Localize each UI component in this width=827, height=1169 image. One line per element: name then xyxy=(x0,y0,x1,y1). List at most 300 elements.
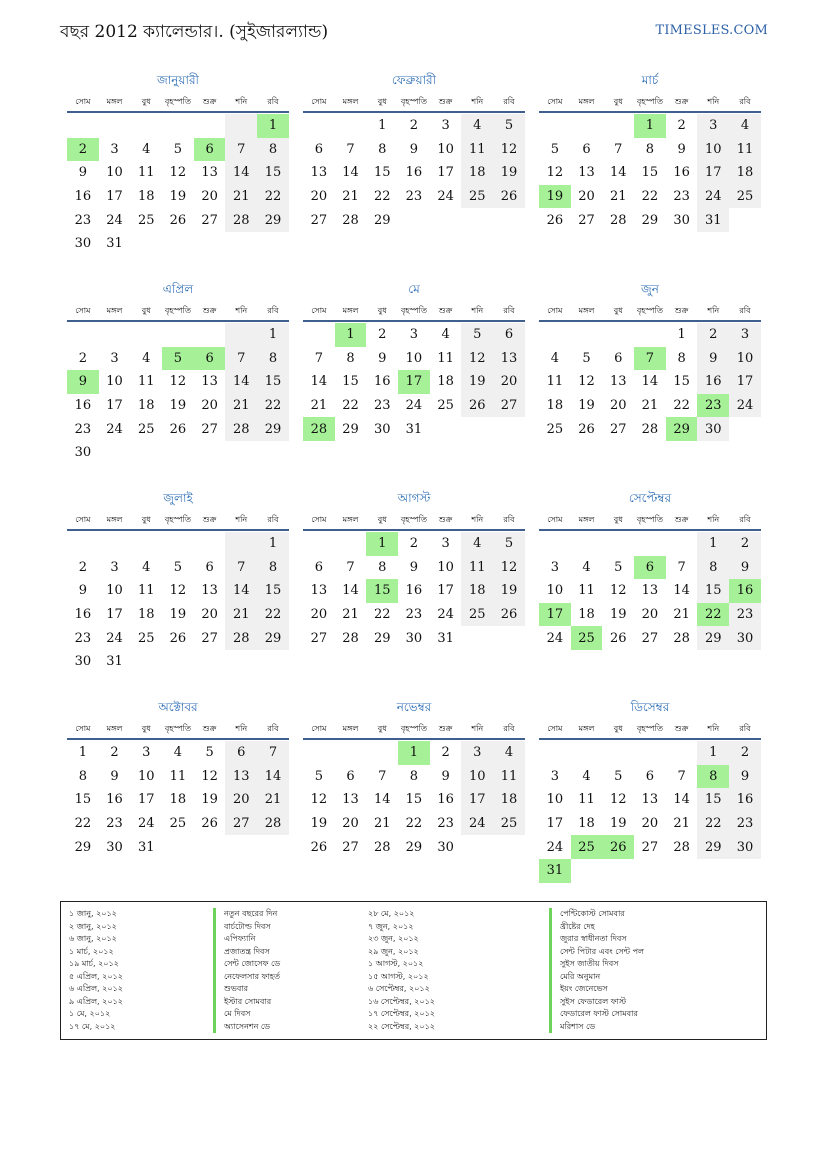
day-cell[interactable]: 31 xyxy=(405,421,423,437)
day-cell[interactable]: 20 xyxy=(201,607,218,623)
day-cell[interactable]: 21 xyxy=(373,816,391,832)
day-cell[interactable]: 6 xyxy=(346,768,355,784)
day-cell[interactable]: 4 xyxy=(142,350,151,366)
day-cell[interactable]: 12 xyxy=(310,792,328,808)
day-cell[interactable]: 18 xyxy=(437,374,454,390)
day-cell[interactable]: 17 xyxy=(697,161,729,185)
day-cell[interactable]: 30 xyxy=(729,835,761,859)
day-cell[interactable]: 4 xyxy=(441,327,450,343)
day-cell[interactable]: 28 xyxy=(225,208,257,232)
day-cell[interactable]: 17 xyxy=(106,607,123,623)
day-cell[interactable]: 12 xyxy=(169,583,187,599)
day-cell[interactable]: 18 xyxy=(461,161,493,185)
day-cell[interactable]: 13 xyxy=(225,765,257,789)
day-cell[interactable]: 7 xyxy=(225,347,257,371)
day-cell[interactable]: 18 xyxy=(461,579,493,603)
day-cell[interactable]: 4 xyxy=(582,768,591,784)
day-cell[interactable]: 8 xyxy=(257,556,289,580)
day-cell[interactable]: 26 xyxy=(169,212,187,228)
day-cell[interactable]: 13 xyxy=(310,165,328,181)
day-cell[interactable]: 19 xyxy=(310,816,328,832)
day-cell[interactable]: 27 xyxy=(310,630,328,646)
day-cell[interactable]: 8 xyxy=(257,347,289,371)
day-cell[interactable]: 9 xyxy=(409,141,419,157)
day-cell[interactable]: 6 xyxy=(314,141,323,157)
day-cell[interactable]: 7 xyxy=(614,141,623,157)
day-cell[interactable]: 21 xyxy=(342,607,359,623)
day-cell[interactable]: 23 xyxy=(729,812,761,836)
day-cell[interactable]: 5 xyxy=(461,323,493,347)
day-cell[interactable]: 19 xyxy=(609,816,627,832)
day-cell[interactable]: 14 xyxy=(225,579,257,603)
day-cell[interactable]: 6 xyxy=(314,559,323,575)
day-cell[interactable]: 4 xyxy=(493,741,525,765)
day-cell[interactable]: 8 xyxy=(409,768,419,784)
day-cell[interactable]: 10 xyxy=(137,768,155,784)
day-cell[interactable]: 13 xyxy=(201,583,218,599)
day-cell[interactable]: 22 xyxy=(373,189,391,205)
day-cell[interactable]: 27 xyxy=(201,421,218,437)
day-cell[interactable]: 3 xyxy=(110,350,119,366)
day-cell[interactable]: 1 xyxy=(677,327,686,343)
holiday-day-cell[interactable]: 7 xyxy=(634,347,666,371)
day-cell[interactable]: 16 xyxy=(437,792,454,808)
day-cell[interactable]: 12 xyxy=(169,374,187,390)
day-cell[interactable]: 13 xyxy=(641,792,659,808)
day-cell[interactable]: 17 xyxy=(729,370,761,394)
day-cell[interactable]: 24 xyxy=(137,816,155,832)
day-cell[interactable]: 13 xyxy=(493,347,525,371)
day-cell[interactable]: 5 xyxy=(550,141,559,157)
day-cell[interactable]: 5 xyxy=(582,350,591,366)
day-cell[interactable]: 2 xyxy=(697,323,729,347)
day-cell[interactable]: 26 xyxy=(493,603,525,627)
holiday-day-cell[interactable]: 9 xyxy=(67,370,99,394)
day-cell[interactable]: 11 xyxy=(461,556,493,580)
day-cell[interactable]: 24 xyxy=(437,607,454,623)
day-cell[interactable]: 8 xyxy=(677,350,686,366)
day-cell[interactable]: 20 xyxy=(310,189,328,205)
day-cell[interactable]: 29 xyxy=(342,421,359,437)
day-cell[interactable]: 22 xyxy=(257,603,289,627)
day-cell[interactable]: 24 xyxy=(106,212,123,228)
day-cell[interactable]: 2 xyxy=(729,532,761,556)
day-cell[interactable]: 11 xyxy=(169,768,187,784)
day-cell[interactable]: 4 xyxy=(142,559,151,575)
day-cell[interactable]: 10 xyxy=(546,583,564,599)
day-cell[interactable]: 26 xyxy=(310,839,328,855)
holiday-day-cell[interactable]: 1 xyxy=(398,741,430,765)
day-cell[interactable]: 2 xyxy=(441,745,450,761)
day-cell[interactable]: 24 xyxy=(729,394,761,418)
day-cell[interactable]: 17 xyxy=(546,816,564,832)
day-cell[interactable]: 2 xyxy=(78,559,87,575)
day-cell[interactable]: 14 xyxy=(225,161,257,185)
day-cell[interactable]: 8 xyxy=(78,768,87,784)
day-cell[interactable]: 13 xyxy=(578,165,595,181)
day-cell[interactable]: 21 xyxy=(257,788,289,812)
day-cell[interactable]: 16 xyxy=(673,165,690,181)
day-cell[interactable]: 9 xyxy=(729,765,761,789)
day-cell[interactable]: 27 xyxy=(310,212,328,228)
day-cell[interactable]: 30 xyxy=(106,839,123,855)
holiday-day-cell[interactable]: 17 xyxy=(539,603,571,627)
day-cell[interactable]: 9 xyxy=(409,559,419,575)
day-cell[interactable]: 2 xyxy=(409,536,419,552)
day-cell[interactable]: 11 xyxy=(461,138,493,162)
day-cell[interactable]: 3 xyxy=(550,559,559,575)
day-cell[interactable]: 14 xyxy=(225,370,257,394)
day-cell[interactable]: 23 xyxy=(106,816,123,832)
day-cell[interactable]: 11 xyxy=(493,765,525,789)
day-cell[interactable]: 19 xyxy=(493,579,525,603)
day-cell[interactable]: 9 xyxy=(677,141,686,157)
day-cell[interactable]: 4 xyxy=(582,559,591,575)
holiday-day-cell[interactable]: 1 xyxy=(366,532,398,556)
day-cell[interactable]: 19 xyxy=(493,161,525,185)
day-cell[interactable]: 10 xyxy=(106,374,123,390)
day-cell[interactable]: 22 xyxy=(74,816,92,832)
day-cell[interactable]: 20 xyxy=(609,398,627,414)
day-cell[interactable]: 21 xyxy=(225,603,257,627)
day-cell[interactable]: 29 xyxy=(373,212,391,228)
day-cell[interactable]: 5 xyxy=(173,141,183,157)
day-cell[interactable]: 3 xyxy=(461,741,493,765)
day-cell[interactable]: 19 xyxy=(578,398,595,414)
day-cell[interactable]: 22 xyxy=(697,812,729,836)
day-cell[interactable]: 2 xyxy=(78,350,87,366)
day-cell[interactable]: 20 xyxy=(201,189,218,205)
day-cell[interactable]: 21 xyxy=(342,189,359,205)
day-cell[interactable]: 31 xyxy=(437,630,454,646)
day-cell[interactable]: 26 xyxy=(461,394,493,418)
day-cell[interactable]: 14 xyxy=(310,374,328,390)
day-cell[interactable]: 30 xyxy=(373,421,391,437)
day-cell[interactable]: 11 xyxy=(729,138,761,162)
site-logo-text[interactable]: TIMESLES.COM xyxy=(655,23,768,38)
day-cell[interactable]: 27 xyxy=(641,839,659,855)
day-cell[interactable]: 20 xyxy=(310,607,328,623)
day-cell[interactable]: 14 xyxy=(673,583,690,599)
day-cell[interactable]: 26 xyxy=(169,421,187,437)
day-cell[interactable]: 1 xyxy=(257,323,289,347)
day-cell[interactable]: 24 xyxy=(461,812,493,836)
day-cell[interactable]: 16 xyxy=(74,398,92,414)
day-cell[interactable]: 12 xyxy=(546,165,564,181)
holiday-day-cell[interactable]: 1 xyxy=(257,114,289,138)
day-cell[interactable]: 11 xyxy=(578,583,595,599)
day-cell[interactable]: 2 xyxy=(378,327,387,343)
day-cell[interactable]: 10 xyxy=(461,765,493,789)
day-cell[interactable]: 18 xyxy=(137,398,155,414)
day-cell[interactable]: 13 xyxy=(201,165,218,181)
day-cell[interactable]: 13 xyxy=(641,583,659,599)
day-cell[interactable]: 7 xyxy=(225,138,257,162)
day-cell[interactable]: 25 xyxy=(546,421,564,437)
day-cell[interactable]: 1 xyxy=(697,532,729,556)
holiday-day-cell[interactable]: 15 xyxy=(366,579,398,603)
day-cell[interactable]: 5 xyxy=(205,745,214,761)
day-cell[interactable]: 15 xyxy=(257,579,289,603)
day-cell[interactable]: 13 xyxy=(201,374,218,390)
day-cell[interactable]: 25 xyxy=(461,603,493,627)
holiday-day-cell[interactable]: 6 xyxy=(194,138,226,162)
day-cell[interactable]: 28 xyxy=(609,212,627,228)
day-cell[interactable]: 29 xyxy=(641,212,659,228)
day-cell[interactable]: 3 xyxy=(441,536,450,552)
day-cell[interactable]: 18 xyxy=(137,607,155,623)
day-cell[interactable]: 28 xyxy=(673,839,690,855)
day-cell[interactable]: 10 xyxy=(437,141,454,157)
holiday-day-cell[interactable]: 16 xyxy=(729,579,761,603)
day-cell[interactable]: 12 xyxy=(578,374,595,390)
day-cell[interactable]: 29 xyxy=(697,626,729,650)
day-cell[interactable]: 29 xyxy=(373,630,391,646)
day-cell[interactable]: 3 xyxy=(550,768,559,784)
day-cell[interactable]: 21 xyxy=(673,816,690,832)
holiday-day-cell[interactable]: 19 xyxy=(539,185,571,209)
day-cell[interactable]: 4 xyxy=(461,114,493,138)
day-cell[interactable]: 5 xyxy=(493,114,525,138)
day-cell[interactable]: 16 xyxy=(729,788,761,812)
day-cell[interactable]: 18 xyxy=(578,816,595,832)
day-cell[interactable]: 7 xyxy=(677,768,686,784)
day-cell[interactable]: 26 xyxy=(578,421,595,437)
day-cell[interactable]: 8 xyxy=(378,559,387,575)
day-cell[interactable]: 19 xyxy=(169,398,187,414)
day-cell[interactable]: 21 xyxy=(641,398,659,414)
holiday-day-cell[interactable]: 1 xyxy=(335,323,367,347)
day-cell[interactable]: 18 xyxy=(729,161,761,185)
day-cell[interactable]: 16 xyxy=(74,607,92,623)
day-cell[interactable]: 9 xyxy=(378,350,387,366)
day-cell[interactable]: 23 xyxy=(74,421,92,437)
day-cell[interactable]: 17 xyxy=(137,792,155,808)
day-cell[interactable]: 10 xyxy=(546,792,564,808)
day-cell[interactable]: 24 xyxy=(546,839,564,855)
day-cell[interactable]: 2 xyxy=(729,741,761,765)
day-cell[interactable]: 16 xyxy=(74,189,92,205)
day-cell[interactable]: 26 xyxy=(546,212,564,228)
day-cell[interactable]: 15 xyxy=(257,370,289,394)
day-cell[interactable]: 23 xyxy=(74,212,92,228)
day-cell[interactable]: 11 xyxy=(546,374,564,390)
day-cell[interactable]: 31 xyxy=(106,236,123,252)
day-cell[interactable]: 11 xyxy=(437,350,454,366)
holiday-day-cell[interactable]: 2 xyxy=(67,138,99,162)
day-cell[interactable]: 6 xyxy=(645,768,655,784)
day-cell[interactable]: 8 xyxy=(645,141,655,157)
holiday-day-cell[interactable]: 26 xyxy=(602,835,634,859)
day-cell[interactable]: 28 xyxy=(673,630,690,646)
day-cell[interactable]: 27 xyxy=(609,421,627,437)
day-cell[interactable]: 2 xyxy=(677,118,686,134)
day-cell[interactable]: 5 xyxy=(493,532,525,556)
day-cell[interactable]: 7 xyxy=(314,350,323,366)
day-cell[interactable]: 17 xyxy=(106,189,123,205)
day-cell[interactable]: 3 xyxy=(110,559,119,575)
day-cell[interactable]: 27 xyxy=(201,630,218,646)
day-cell[interactable]: 12 xyxy=(461,347,493,371)
day-cell[interactable]: 18 xyxy=(578,607,595,623)
day-cell[interactable]: 30 xyxy=(74,654,92,670)
day-cell[interactable]: 15 xyxy=(405,792,423,808)
day-cell[interactable]: 15 xyxy=(373,165,391,181)
day-cell[interactable]: 13 xyxy=(609,374,627,390)
day-cell[interactable]: 7 xyxy=(225,556,257,580)
day-cell[interactable]: 25 xyxy=(493,812,525,836)
day-cell[interactable]: 23 xyxy=(405,607,423,623)
day-cell[interactable]: 17 xyxy=(437,583,454,599)
day-cell[interactable]: 1 xyxy=(257,532,289,556)
day-cell[interactable]: 14 xyxy=(609,165,627,181)
day-cell[interactable]: 29 xyxy=(74,839,92,855)
day-cell[interactable]: 17 xyxy=(437,165,454,181)
day-cell[interactable]: 11 xyxy=(137,165,155,181)
day-cell[interactable]: 16 xyxy=(405,583,423,599)
day-cell[interactable]: 16 xyxy=(697,370,729,394)
day-cell[interactable]: 23 xyxy=(373,398,391,414)
day-cell[interactable]: 31 xyxy=(106,654,123,670)
day-cell[interactable]: 14 xyxy=(673,792,690,808)
day-cell[interactable]: 30 xyxy=(405,630,423,646)
day-cell[interactable]: 15 xyxy=(641,165,659,181)
day-cell[interactable]: 11 xyxy=(137,374,155,390)
day-cell[interactable]: 22 xyxy=(257,185,289,209)
holiday-day-cell[interactable]: 25 xyxy=(571,626,603,650)
day-cell[interactable]: 3 xyxy=(441,118,450,134)
day-cell[interactable]: 4 xyxy=(550,350,559,366)
day-cell[interactable]: 28 xyxy=(257,812,289,836)
day-cell[interactable]: 13 xyxy=(342,792,359,808)
day-cell[interactable]: 30 xyxy=(74,236,92,252)
day-cell[interactable]: 8 xyxy=(697,556,729,580)
holiday-day-cell[interactable]: 8 xyxy=(697,765,729,789)
day-cell[interactable]: 12 xyxy=(609,792,627,808)
day-cell[interactable]: 8 xyxy=(378,141,387,157)
day-cell[interactable]: 15 xyxy=(697,788,729,812)
day-cell[interactable]: 9 xyxy=(78,583,87,599)
day-cell[interactable]: 21 xyxy=(310,398,328,414)
day-cell[interactable]: 19 xyxy=(609,607,627,623)
day-cell[interactable]: 16 xyxy=(373,374,391,390)
day-cell[interactable]: 23 xyxy=(437,816,454,832)
day-cell[interactable]: 23 xyxy=(729,603,761,627)
holiday-day-cell[interactable]: 1 xyxy=(634,114,666,138)
day-cell[interactable]: 26 xyxy=(169,630,187,646)
day-cell[interactable]: 1 xyxy=(697,741,729,765)
day-cell[interactable]: 27 xyxy=(578,212,595,228)
day-cell[interactable]: 24 xyxy=(546,630,564,646)
day-cell[interactable]: 7 xyxy=(257,741,289,765)
day-cell[interactable]: 19 xyxy=(201,792,218,808)
day-cell[interactable]: 7 xyxy=(346,141,355,157)
day-cell[interactable]: 28 xyxy=(225,626,257,650)
day-cell[interactable]: 29 xyxy=(697,835,729,859)
day-cell[interactable]: 24 xyxy=(106,630,123,646)
day-cell[interactable]: 22 xyxy=(641,189,659,205)
day-cell[interactable]: 2 xyxy=(110,745,119,761)
day-cell[interactable]: 6 xyxy=(582,141,591,157)
day-cell[interactable]: 3 xyxy=(697,114,729,138)
day-cell[interactable]: 14 xyxy=(342,165,359,181)
day-cell[interactable]: 3 xyxy=(729,323,761,347)
day-cell[interactable]: 22 xyxy=(673,398,690,414)
day-cell[interactable]: 12 xyxy=(609,583,627,599)
day-cell[interactable]: 2 xyxy=(409,118,419,134)
day-cell[interactable]: 25 xyxy=(437,398,454,414)
holiday-day-cell[interactable]: 22 xyxy=(697,603,729,627)
day-cell[interactable]: 24 xyxy=(106,421,123,437)
day-cell[interactable]: 3 xyxy=(409,327,419,343)
day-cell[interactable]: 30 xyxy=(729,626,761,650)
day-cell[interactable]: 21 xyxy=(225,185,257,209)
day-cell[interactable]: 15 xyxy=(257,161,289,185)
day-cell[interactable]: 27 xyxy=(493,394,525,418)
day-cell[interactable]: 19 xyxy=(169,607,187,623)
day-cell[interactable]: 27 xyxy=(201,212,218,228)
day-cell[interactable]: 15 xyxy=(342,374,359,390)
day-cell[interactable]: 26 xyxy=(609,630,627,646)
day-cell[interactable]: 19 xyxy=(169,189,187,205)
holiday-day-cell[interactable]: 17 xyxy=(398,370,430,394)
day-cell[interactable]: 15 xyxy=(697,579,729,603)
day-cell[interactable]: 6 xyxy=(614,350,623,366)
day-cell[interactable]: 28 xyxy=(641,421,659,437)
day-cell[interactable]: 31 xyxy=(137,839,155,855)
day-cell[interactable]: 7 xyxy=(378,768,387,784)
day-cell[interactable]: 10 xyxy=(106,583,123,599)
day-cell[interactable]: 5 xyxy=(173,559,183,575)
day-cell[interactable]: 29 xyxy=(405,839,423,855)
day-cell[interactable]: 17 xyxy=(461,788,493,812)
day-cell[interactable]: 10 xyxy=(437,559,454,575)
day-cell[interactable]: 14 xyxy=(342,583,359,599)
day-cell[interactable]: 7 xyxy=(677,559,686,575)
day-cell[interactable]: 1 xyxy=(78,745,87,761)
day-cell[interactable]: 28 xyxy=(373,839,391,855)
holiday-day-cell[interactable]: 31 xyxy=(539,859,571,883)
day-cell[interactable]: 12 xyxy=(201,768,218,784)
day-cell[interactable]: 24 xyxy=(437,189,454,205)
day-cell[interactable]: 20 xyxy=(641,607,659,623)
day-cell[interactable]: 30 xyxy=(673,212,690,228)
day-cell[interactable]: 26 xyxy=(493,185,525,209)
day-cell[interactable]: 11 xyxy=(578,792,595,808)
day-cell[interactable]: 26 xyxy=(201,816,218,832)
day-cell[interactable]: 4 xyxy=(461,532,493,556)
day-cell[interactable]: 18 xyxy=(137,189,155,205)
day-cell[interactable]: 9 xyxy=(441,768,450,784)
day-cell[interactable]: 12 xyxy=(493,138,525,162)
day-cell[interactable]: 27 xyxy=(342,839,359,855)
day-cell[interactable]: 6 xyxy=(225,741,257,765)
day-cell[interactable]: 5 xyxy=(614,559,623,575)
day-cell[interactable]: 4 xyxy=(173,745,183,761)
day-cell[interactable]: 27 xyxy=(225,812,257,836)
holiday-day-cell[interactable]: 23 xyxy=(697,394,729,418)
day-cell[interactable]: 18 xyxy=(546,398,564,414)
day-cell[interactable]: 3 xyxy=(110,141,119,157)
day-cell[interactable]: 13 xyxy=(310,583,328,599)
day-cell[interactable]: 6 xyxy=(205,559,214,575)
day-cell[interactable]: 7 xyxy=(346,559,355,575)
day-cell[interactable]: 6 xyxy=(493,323,525,347)
day-cell[interactable]: 20 xyxy=(641,816,659,832)
day-cell[interactable]: 21 xyxy=(609,189,627,205)
day-cell[interactable]: 29 xyxy=(257,626,289,650)
day-cell[interactable]: 1 xyxy=(378,118,387,134)
